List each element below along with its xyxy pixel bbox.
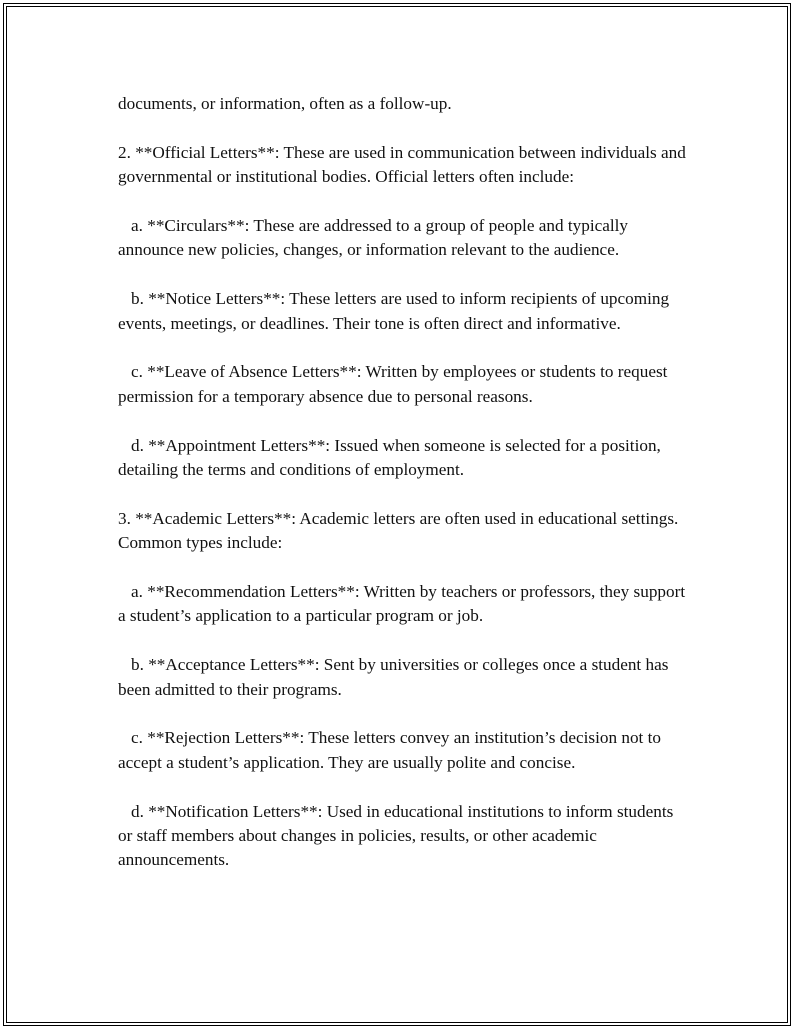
paragraph-academic-letters: 3. **Academic Letters**: Academic letters are often used in educational settings. Common types include: xyxy=(118,508,683,553)
paragraph-official-letters: 2. **Official Letters**: These are used in communication between individuals and governmental or institutional bodies. Official letters often include: xyxy=(118,142,691,187)
list-item-notice-letters: b. **Notice Letters**: These letters are used to inform recipients of upcoming events, meetings, or deadlines. Their tone is often direct and informative. xyxy=(118,289,674,333)
list-item-recommendation-letters: a. **Recommendation Letters**: Written by teachers or professors, they support a student’s application to a particular program or job. xyxy=(118,582,690,626)
list-item-circulars: a. **Circulars**: These are addressed to a group of people and typically announce new policies, changes, or information relevant to the audience. xyxy=(118,216,633,260)
list-item-appointment-letters: d. **Appointment Letters**: Issued when someone is selected for a position, detailing the terms and conditions of employment. xyxy=(118,435,666,480)
paragraph-continuation: documents, or information, often as a follow-up. xyxy=(118,94,452,113)
document-body xyxy=(118,92,691,897)
list-item-notification-letters: d. **Notification Letters**: Used in educational institutions to inform students or staff members about changes in policies, results, or other academic announcements. xyxy=(118,801,678,870)
list-item-leave-of-absence-letters: c. **Leave of Absence Letters**: Written by employees or students to request permission for a temporary absence due to personal reasons. xyxy=(118,362,672,406)
list-item-rejection-letters: c. **Rejection Letters**: These letters convey an institution’s decision not to accept a student’s application. They are usually polite and concise. xyxy=(118,728,666,772)
list-item-acceptance-letters: b. **Acceptance Letters**: Sent by universities or colleges once a student has been admitted to their programs. xyxy=(118,655,673,699)
